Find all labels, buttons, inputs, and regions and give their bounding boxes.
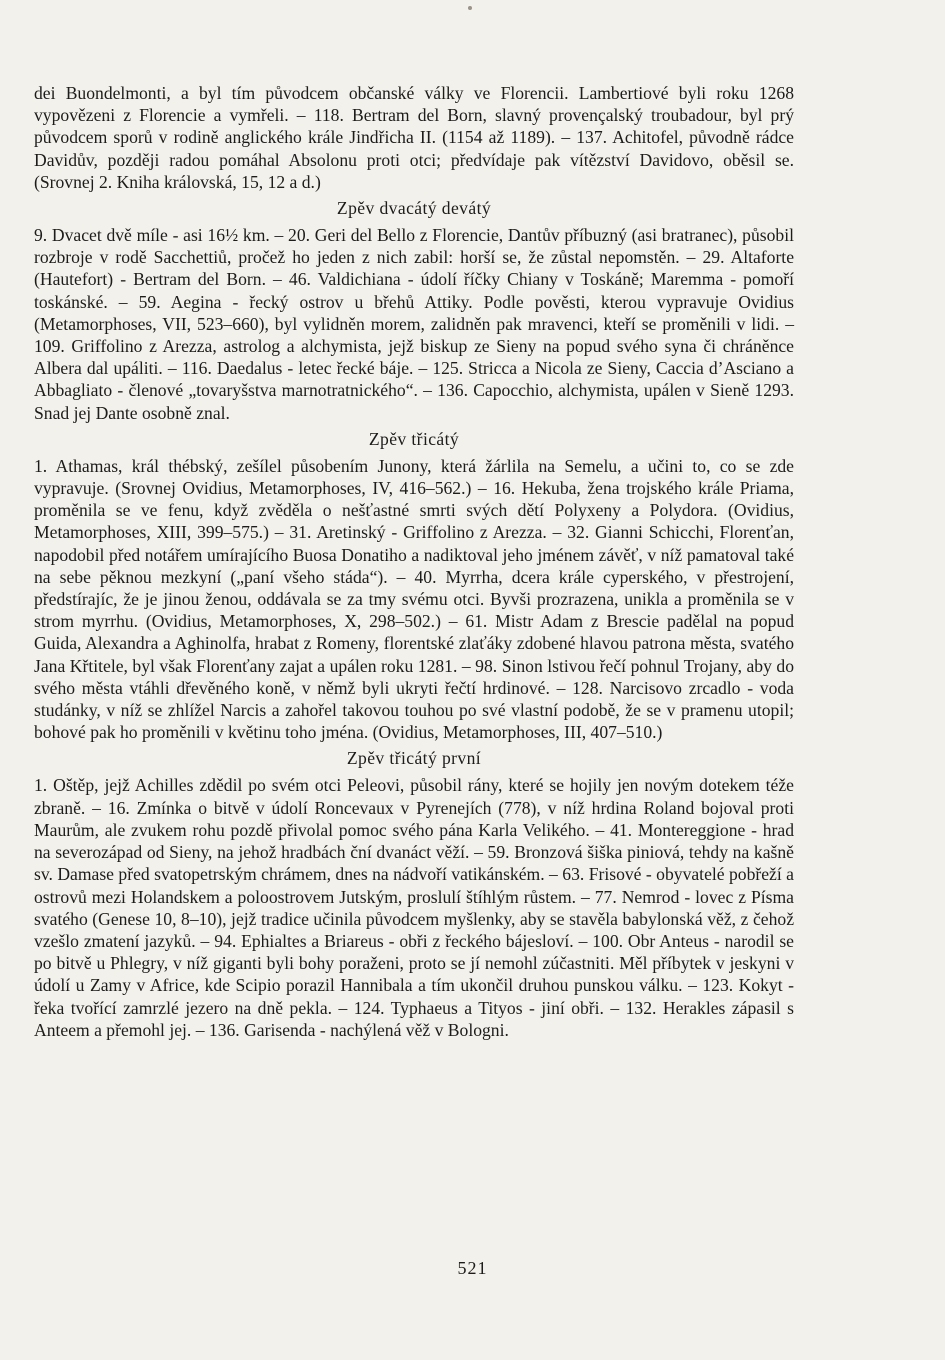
section-heading-29: Zpěv dvacátý devátý — [336, 198, 492, 219]
section-text-30: 1. Athamas, král thébský, zešílel působením Junony, která žárlila na Semelu, a učini to, co se zde vypravuje. (Srovnej Ovidius, Metamorphoses, IV, 416–562.) – 16. Hekuba, žena trojského krále Priama, proměnila se ve fenu, když zvěděla o nešťastné smrti svých dětí Polyxeny a Polydora. (Ovidius, Metamorphoses, XIII, 399–575.) – 31. Aretinský - Griffolino z Arezza. – 32. Gianni Schicchi, Florenťan, napodobil před notářem umírajícího Buosa Donatiho a nadiktoval jeho jménem závěť, v níž pamatoval také na sebe pěknou mezkyní („paní všeho stáda“). – 40. Myrrha, dcera krále cyperského, v přestrojení, předstírajíc, že je jinou ženou, oddávala se za tmy svému otci. Byvši prozrazena, unikla a proměnila se v strom myrrhu. (Ovidius, Metamorphoses, X, 298–502.) – 61. Mistr Adam z Brescie padělal na popud Guida, Alexandra a Aghinolfa, hrabat z Romeny, florentské zlaťáky zdobené hlavou patrona města, svatého Jana Křtitele, byl však Florenťany zajat a upálen roku 1281. – 98. Sinon lstivou řečí pohnul Trojany, aby do svého města vtáhli dřevěného koně, v němž byli ukryti řečtí hrdinové. – 128. Narcisovo zrcadlo - voda studánky, v níž se zhlížel Narcis a zahořel takovou touhou po své vlastní podobě, že se v pramenu utopil; bohové pak ho proměnili v květinu toho jména. (Ovidius, Metamorphoses, III, 407–510.) — [34, 455, 794, 743]
paper-speck — [468, 6, 472, 10]
intro-paragraph: dei Buondelmonti, a byl tím původcem občanské války ve Florencii. Lambertiové byli roku 1268 vypovězeni z Florencie a vymřeli. – 118. Bertram del Born, slavný provençalský troubadour, byl prý původcem sporů v rodině anglického krále Jindřicha II. (1154 až 1189). – 137. Achitofel, původně rádce Davidův, později radou pomáhal Absolonu proti otci; předvídaje pak vítězství Davidovo, oběsil se. (Srovnej 2. Kniha královská, 15, 12 a d.) — [34, 83, 794, 192]
section-text-31: 1. Oštěp, jejž Achilles zdědil po svém otci Peleovi, působil rány, které se hojily jen novým dotekem téže zbraně. – 16. Zmínka o bitvě v údolí Roncevaux v Pyrenejích (778), v níž hrdina Roland bojoval proti Maurům, ale zvukem rohu pozdě přivolal pomoc svého pána Karla Velikého. – 41. Montereggione - hrad na severozápad od Sieny, na jehož hradbách ční dvanáct věží. – 59. Bronzová šiška piniová, tehdy na kašně sv. Damase před svatopetrským chrámem, dnes na nádvoří vatikánském. – 63. Frisové - obyvatelé pobřeží a ostrovů mezi Holandskem a poloostrovem Jutským, proslulí štíhlým růstem. – 77. Nemrod - lovec z Písma svatého (Genese 10, 8–10), jejž tradice učinila původcem myšlenky, aby se stavěla babylonská věž, z čehož vzešlo zmatení jazyků. – 94. Ephialtes a Briareus - obři z řeckého bájesloví. – 100. Obr Anteus - narodil se po bitvě u Phlegry, v níž giganti byli bohy poraženi, proto se jí nemohl zúčastniti. Měl příbytek v jeskyni v údolí u Zamy v Africe, kde Scipio porazil Hannibala a tím ukončil druhou punskou válku. – 123. Kokyt - řeka tvořící zamrzlé jezero na dně pekla. – 124. Typhaeus a Tityos - jiní obři. – 132. Herakles zápasil s Anteem a přemohl jej. – 136. Garisenda - nachýlená věž v Bologni. — [34, 775, 794, 1040]
section-heading-30: Zpěv třicátý — [368, 428, 460, 449]
page-body — [34, 82, 794, 1041]
section-text-29: 9. Dvacet dvě míle - asi 16½ km. – 20. Geri del Bello z Florencie, Dantův příbuzný (asi bratranec), působil rozbroje v rodě Sacchettiů, pročež ho jeden z nich zabil: horší se, že zůstal nepomstěn. – 29. Altaforte (Hautefort) - Bertram del Born. – 46. Valdichiana - údolí říčky Chiany v Toskáně; Maremma - pomoří toskánské. – 59. Aegina - řecký ostrov u břehů Attiky. Podle pověsti, kterou vypravuje Ovidius (Metamorphoses, VII, 523–660), byl vylidněn morem, zalidněn pak mravenci, kteří se proměnili v lidi. – 109. Griffolino z Arezza, astrolog a alchymista, jejž biskup ze Sieny na popud svého syna či chráněnce Albera dal upáliti. – 116. Daedalus - letec řecké báje. – 125. Stricca a Nicola ze Sieny, Caccia d’Asciano a Abbagliato - členové „tovaryšstva marnotratnického“. – 136. Capocchio, alchymista, upálen v Sieně 1293. Snad jej Dante osobně znal. — [34, 225, 794, 423]
section-heading-31: Zpěv třicátý první — [346, 748, 482, 769]
page-number: 521 — [457, 1258, 488, 1278]
